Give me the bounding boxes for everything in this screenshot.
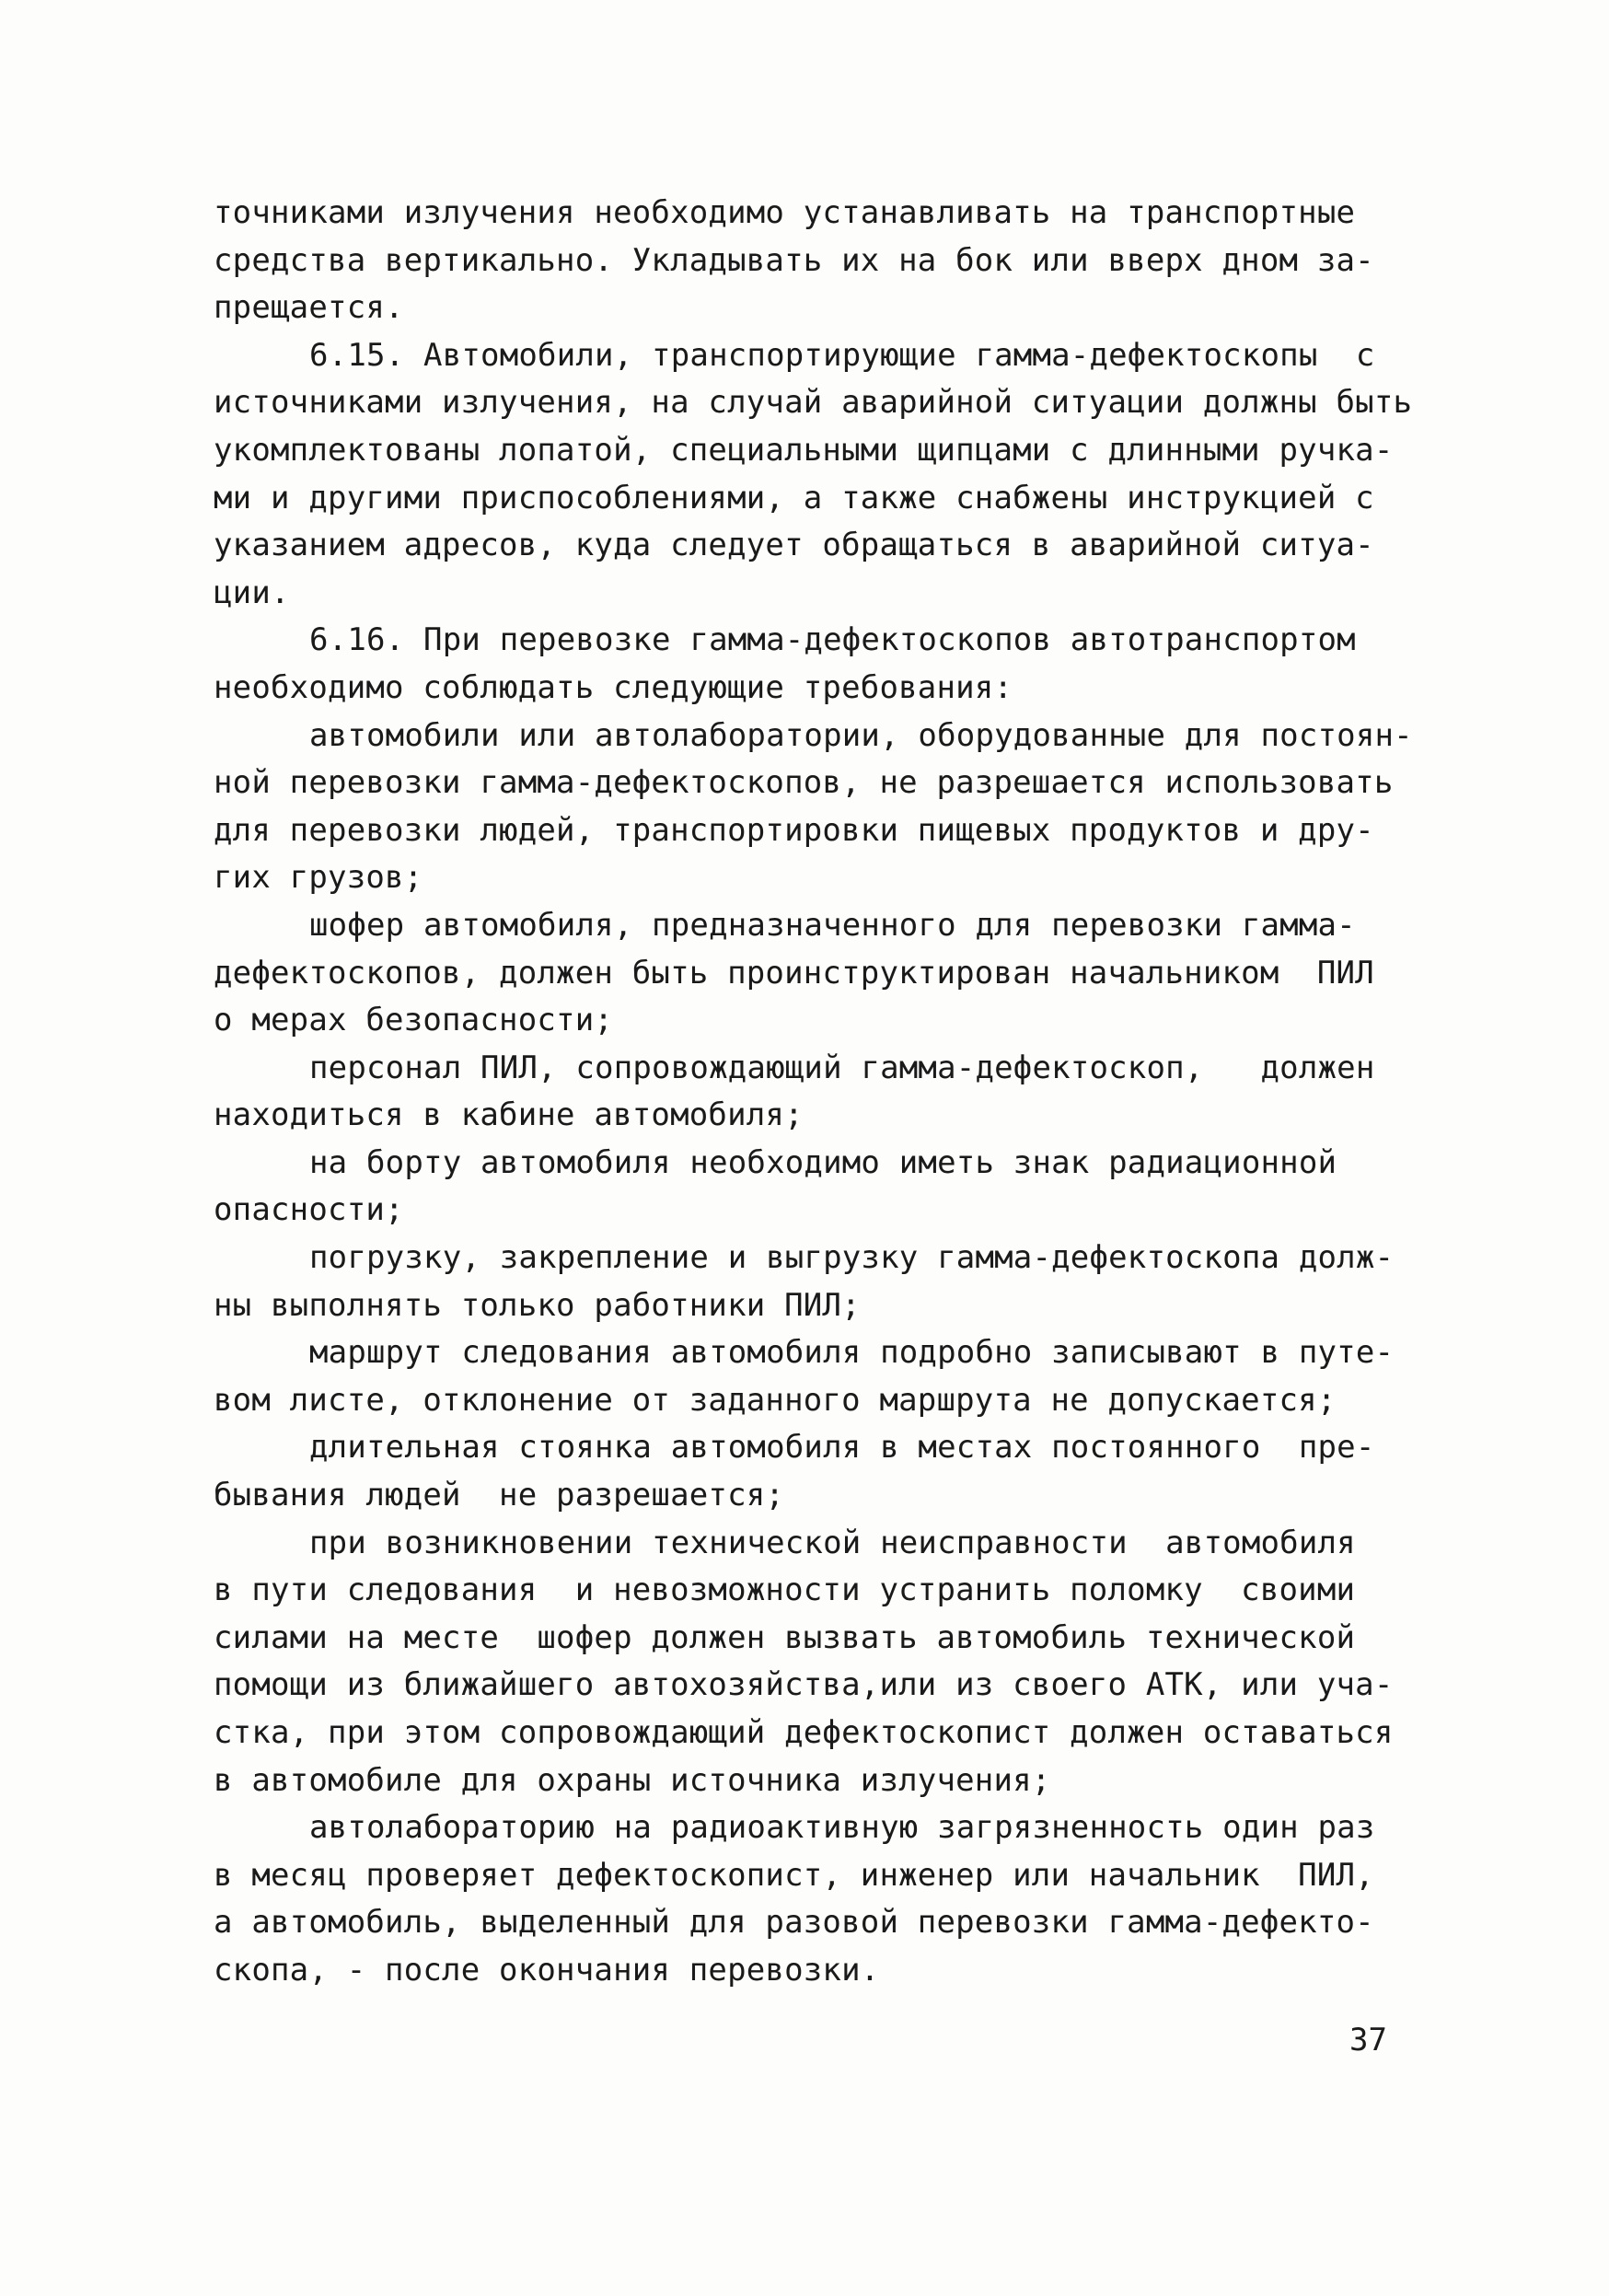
- text-line: ми и другими приспособлениями, а также снабжены инструкцией с: [214, 479, 1374, 516]
- text-line: находиться в кабине автомобиля;: [214, 1096, 804, 1134]
- text-line: 6.16. При перевозке гамма-дефектоскопов автотранспортом: [309, 621, 1356, 659]
- text-line: в автомобиле для охраны источника излучения;: [214, 1761, 1051, 1799]
- text-line: в месяц проверяет дефектоскопист, инженер или начальник ПИЛ,: [214, 1856, 1374, 1894]
- text-line: необходимо соблюдать следующие требования:: [214, 668, 1013, 706]
- text-line: шофер автомобиля, предназначенного для перевозки гамма-: [309, 906, 1356, 944]
- text-line: источниками излучения, на случай аварийной ситуации должны быть: [214, 384, 1413, 422]
- page-number: 37: [1349, 2022, 1387, 2058]
- text-line: ной перевозки гамма-дефектоскопов, не разрешается использовать: [214, 764, 1394, 802]
- text-line: ции.: [214, 574, 290, 611]
- text-line: на борту автомобиля необходимо иметь знак радиационной: [309, 1143, 1337, 1181]
- text-line: ны выполнять только работники ПИЛ;: [214, 1286, 861, 1324]
- text-line: а автомобиль, выделенный для разовой перевозки гамма-дефекто-: [214, 1904, 1374, 1942]
- text-line: персонал ПИЛ, сопровождающий гамма-дефектоскоп, должен: [309, 1049, 1375, 1086]
- text-line: силами на месте шофер должен вызвать автомобиль технической: [214, 1618, 1356, 1656]
- text-line: укомплектованы лопатой, специальными щипцами с длинными ручка-: [214, 431, 1394, 469]
- text-line: дефектоскопов, должен быть проинструктирован начальником ПИЛ: [214, 954, 1374, 991]
- text-line: маршрут следования автомобиля подробно записывают в путе-: [309, 1334, 1395, 1372]
- text-line: погрузку, закрепление и выгрузку гамма-дефектоскопа долж-: [309, 1239, 1395, 1277]
- text-line: для перевозки людей, транспортировки пищевых продуктов и дру-: [214, 811, 1374, 849]
- text-line: опасности;: [214, 1191, 404, 1229]
- text-line: точниками излучения необходимо устанавливать на транспортные: [214, 194, 1356, 231]
- text-line: гих грузов;: [214, 859, 423, 897]
- text-line: средства вертикально. Укладывать их на бок или вверх дном за-: [214, 241, 1374, 279]
- body-text: [214, 190, 1429, 1995]
- text-line: 6.15. Автомобили, транспортирующие гамма-дефектоскопы с: [309, 336, 1375, 374]
- text-line: указанием адресов, куда следует обращаться в аварийной ситуа-: [214, 527, 1374, 564]
- text-line: автолабораторию на радиоактивную загрязненность один раз: [309, 1809, 1375, 1847]
- text-line: в пути следования и невозможности устранить поломку своими: [214, 1571, 1356, 1609]
- text-line: автомобили или автолаборатории, оборудованные для постоян-: [309, 716, 1413, 754]
- text-line: скопа, - после окончания перевозки.: [214, 1951, 880, 1989]
- text-line: помощи из ближайшего автохозяйства,или из своего АТК, или уча-: [214, 1666, 1394, 1704]
- text-line: стка, при этом сопровождающий дефектоскопист должен оставаться: [214, 1714, 1394, 1751]
- text-line: при возникновении технической неисправности автомобиля: [309, 1524, 1356, 1561]
- text-line: бывания людей не разрешается;: [214, 1477, 785, 1514]
- text-line: длительная стоянка автомобиля в местах постоянного пре-: [309, 1429, 1375, 1467]
- text-line: прещается.: [214, 289, 404, 327]
- text-line: о мерах безопасности;: [214, 1002, 614, 1039]
- text-line: вом листе, отклонение от заданного маршрута не допускается;: [214, 1381, 1337, 1419]
